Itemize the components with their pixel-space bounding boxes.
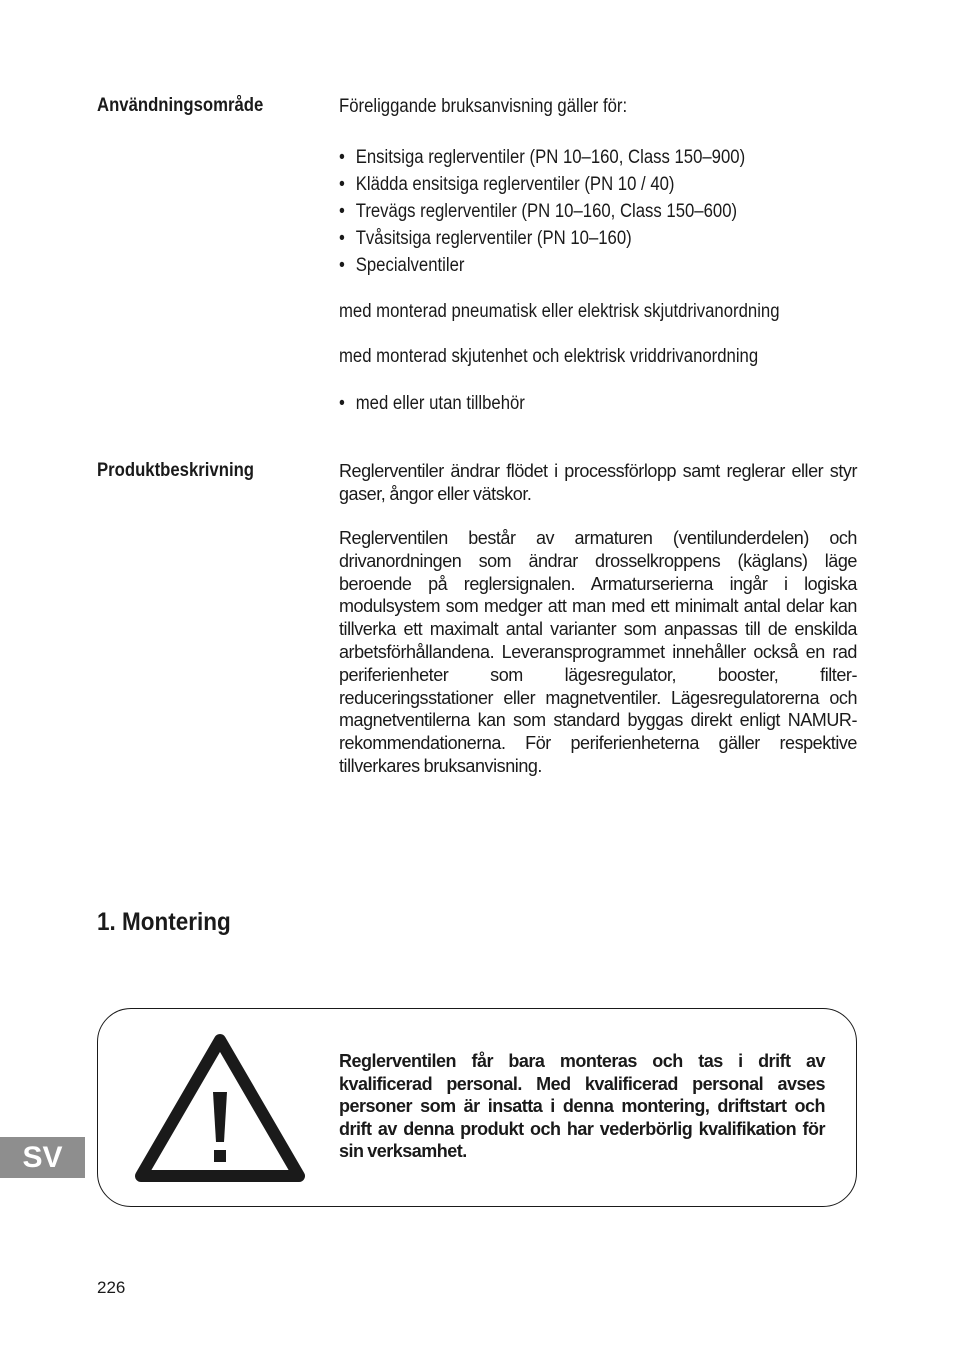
page-number: 226	[97, 1278, 126, 1297]
actuator-pneumatic-text: med monterad pneumatisk eller elektrisk skjutdrivanordning	[339, 301, 780, 322]
list-item: • Ensitsiga reglerventiler (PN 10–160, Class 150–900)	[339, 144, 745, 171]
list-item: • med eller utan tillbehör	[339, 390, 525, 417]
warning-triangle-icon	[135, 1032, 305, 1187]
scope-label: Användningsområde	[97, 95, 264, 116]
product-paragraph-1: Reglerventiler ändrar flödet i processförlopp samt reglerar eller styr gaser, ångor eller vätskor.	[339, 461, 857, 504]
list-item: • Trevägs reglerventiler (PN 10–160, Class 150–600)	[339, 198, 745, 225]
warning-text: Reglerventilen får bara monteras och tas i drift av kvalificerad personal. Med kvalificerad personal avses personer som är insatta i denna montering, driftstart och drift av denna produkt och har vederbörlig kvalifikation för sin verksamhet.	[339, 1051, 825, 1162]
list-item: • Specialventiler	[339, 252, 745, 279]
section-heading: 1. Montering	[97, 908, 231, 936]
accessories-list	[339, 390, 550, 417]
language-tab: SV	[0, 1137, 85, 1178]
scope-intro: Föreliggande bruksanvisning gäller för:	[339, 96, 628, 117]
actuator-rotary-text: med monterad skjutenhet och elektrisk vriddrivanordning	[339, 346, 759, 367]
list-item: • Tvåsitsiga reglerventiler (PN 10–160)	[339, 225, 745, 252]
list-item: • Klädda ensitsiga reglerventiler (PN 10 / 40)	[339, 171, 745, 198]
valve-list	[339, 144, 801, 279]
product-label: Produktbeskrivning	[97, 460, 255, 481]
product-paragraph-2: Reglerventilen består av armaturen (ventilunderdelen) och drivanordningen som ändrar drosselkroppens (käglans) läge beroende på reglersignalen. Armaturserierna ingår i logiska modulsystem som medger att man med ett minimalt antal delar kan tillverka ett maximalt antal varianter som anpassas till de enskilda arbetsförhållandena. Leveransprogrammet innehåller också en rad periferienheter som lägesregulator, booster, filter-reduceringsstationer eller magnetventiler. Lägesregulatorerna och magnetventilerna kan som standard byggas direkt enligt NAMUR-rekommendationerna. För periferienheterna gäller respektive tillverkares bruksanvisning.	[339, 528, 857, 776]
